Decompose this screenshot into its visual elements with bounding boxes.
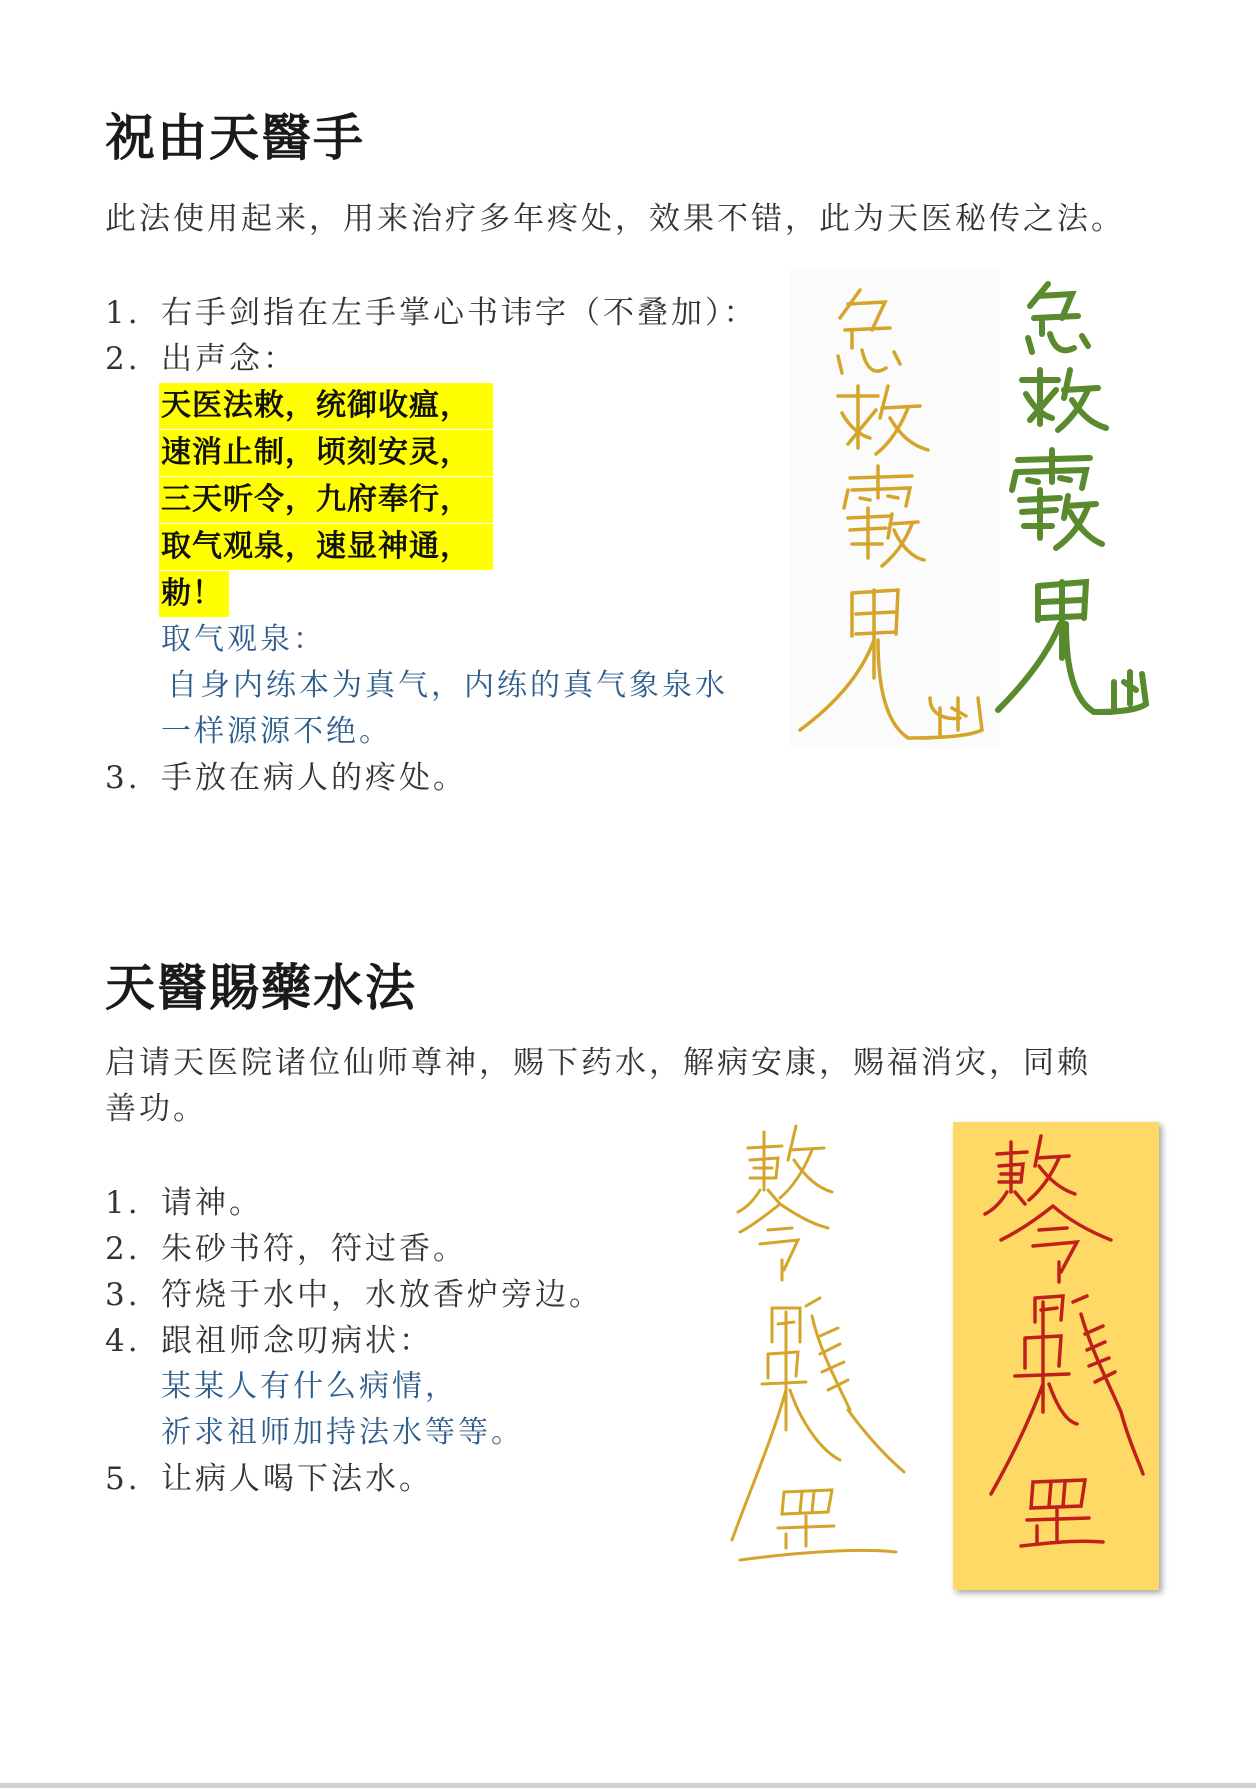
step-text: 朱砂书符，符过香。 xyxy=(161,1231,467,1267)
step-text: 出声念： xyxy=(161,341,297,377)
incantation-line: 速消止制，顷刻安灵， xyxy=(159,430,493,476)
note-block xyxy=(105,617,785,755)
step-number: 2. xyxy=(105,341,141,377)
incantation-line: 三天听令，九府奉行， xyxy=(159,477,493,523)
list-item xyxy=(105,1180,745,1226)
section2-title: 天醫賜藥水法 xyxy=(105,958,417,1017)
note-line: 自身内练本为真气，内练的真气象泉水 xyxy=(167,668,728,703)
talisman-green-image xyxy=(990,268,1150,738)
page-bottom-divider xyxy=(0,1783,1256,1788)
talisman-gold-image xyxy=(790,268,1000,748)
talisman-gold-2-image xyxy=(720,1120,920,1580)
section1-intro: 此法使用起来，用来治疗多年疼处，效果不错，此为天医秘传之法。 xyxy=(105,201,1125,237)
note-block xyxy=(105,1364,745,1456)
list-item xyxy=(105,336,785,755)
section1-steps xyxy=(105,290,785,801)
step-number: 1. xyxy=(105,295,141,331)
step-number: 4. xyxy=(105,1323,141,1359)
list-item xyxy=(105,290,785,336)
step-text: 手放在病人的疼处。 xyxy=(161,760,467,796)
list-item xyxy=(105,755,785,801)
incantation-block xyxy=(105,382,785,617)
step-number: 2. xyxy=(105,1231,141,1267)
note-line: 一样源源不绝。 xyxy=(161,714,392,749)
note-line: 取气观泉： xyxy=(161,622,326,657)
section1-title: 祝由天醫手 xyxy=(105,108,365,167)
step-number: 1. xyxy=(105,1185,141,1221)
step-number: 3. xyxy=(105,1277,141,1313)
step-text: 请神。 xyxy=(161,1185,263,1221)
step-number: 5. xyxy=(105,1461,141,1497)
step-text: 右手剑指在左手掌心书讳字（不叠加）： xyxy=(161,295,758,331)
step-number: 3. xyxy=(105,760,141,796)
talisman-red-image xyxy=(953,1122,1159,1590)
step-text: 让病人喝下法水。 xyxy=(161,1461,433,1497)
list-item xyxy=(105,1318,745,1456)
note-line: 某某人有什么病情， xyxy=(161,1369,458,1404)
note-line: 祈求祖师加持法水等等。 xyxy=(161,1415,524,1450)
list-item xyxy=(105,1456,745,1502)
section2-intro-line-1: 启请天医院诸位仙师尊神，赐下药水，解病安康，赐福消灾，同赖 xyxy=(105,1045,1091,1081)
list-item xyxy=(105,1272,745,1318)
list-item xyxy=(105,1226,745,1272)
incantation-line: 天医法敕，统御收瘟， xyxy=(159,383,493,429)
incantation-line: 勅！ xyxy=(159,571,229,617)
incantation-line: 取气观泉，速显神通， xyxy=(159,524,493,570)
step-text: 跟祖师念叨病状： xyxy=(161,1323,433,1359)
section2-steps xyxy=(105,1180,745,1502)
step-text: 符烧于水中，水放香炉旁边。 xyxy=(161,1277,603,1313)
section2-intro-line-2: 善功。 xyxy=(105,1091,207,1127)
